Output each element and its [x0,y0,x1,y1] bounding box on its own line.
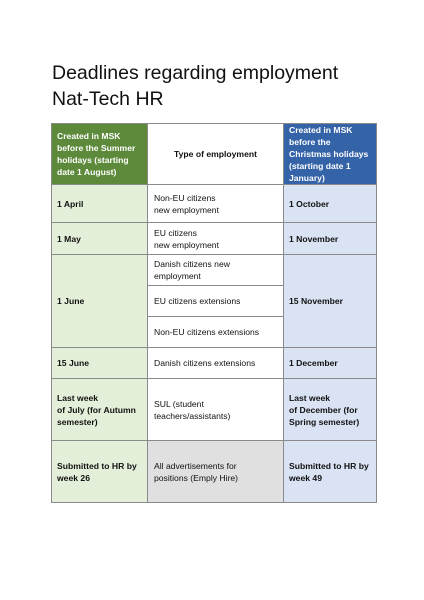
table-row [52,379,377,441]
christmas-deadline: Last week of December (for Spring semester) [284,379,377,441]
employment-type: All advertisements for positions (Emply Hire) [148,441,284,503]
employment-type: EU citizens new employment [148,223,284,255]
header-christmas: Created in MSK before the Christmas holidays (starting date 1 January) [284,124,377,185]
christmas-deadline: 1 November [284,223,377,255]
table-row [52,441,377,503]
table-row [52,255,377,286]
employment-type: Non-EU citizens extensions [148,317,284,348]
header-summer: Created in MSK before the Summer holidays (starting date 1 August) [52,124,148,185]
summer-deadline: Last week of July (for Autumn semester) [52,379,148,441]
christmas-deadline: Submitted to HR by week 49 [284,441,377,503]
summer-deadline: 15 June [52,348,148,379]
christmas-deadline: 15 November [284,255,377,348]
christmas-deadline: 1 October [284,185,377,223]
employment-type: Danish citizens new employment [148,255,284,286]
summer-deadline: Submitted to HR by week 26 [52,441,148,503]
summer-deadline: 1 June [52,255,148,348]
summer-deadline: 1 May [52,223,148,255]
table-row [52,185,377,223]
summer-deadline: 1 April [52,185,148,223]
christmas-deadline: 1 December [284,348,377,379]
title-line-1: Deadlines regarding employment [52,62,339,84]
employment-type: Non-EU citizens new employment [148,185,284,223]
employment-type: EU citizens extensions [148,286,284,317]
deadlines-table [51,123,377,503]
header-type-of-employment: Type of employment [148,124,284,185]
header-row [52,124,377,185]
employment-type: SUL (student teachers/assistants) [148,379,284,441]
table-row [52,348,377,379]
document-title [52,60,338,112]
table-row [52,223,377,255]
title-line-2: Nat-Tech HR [52,88,164,110]
employment-type: Danish citizens extensions [148,348,284,379]
